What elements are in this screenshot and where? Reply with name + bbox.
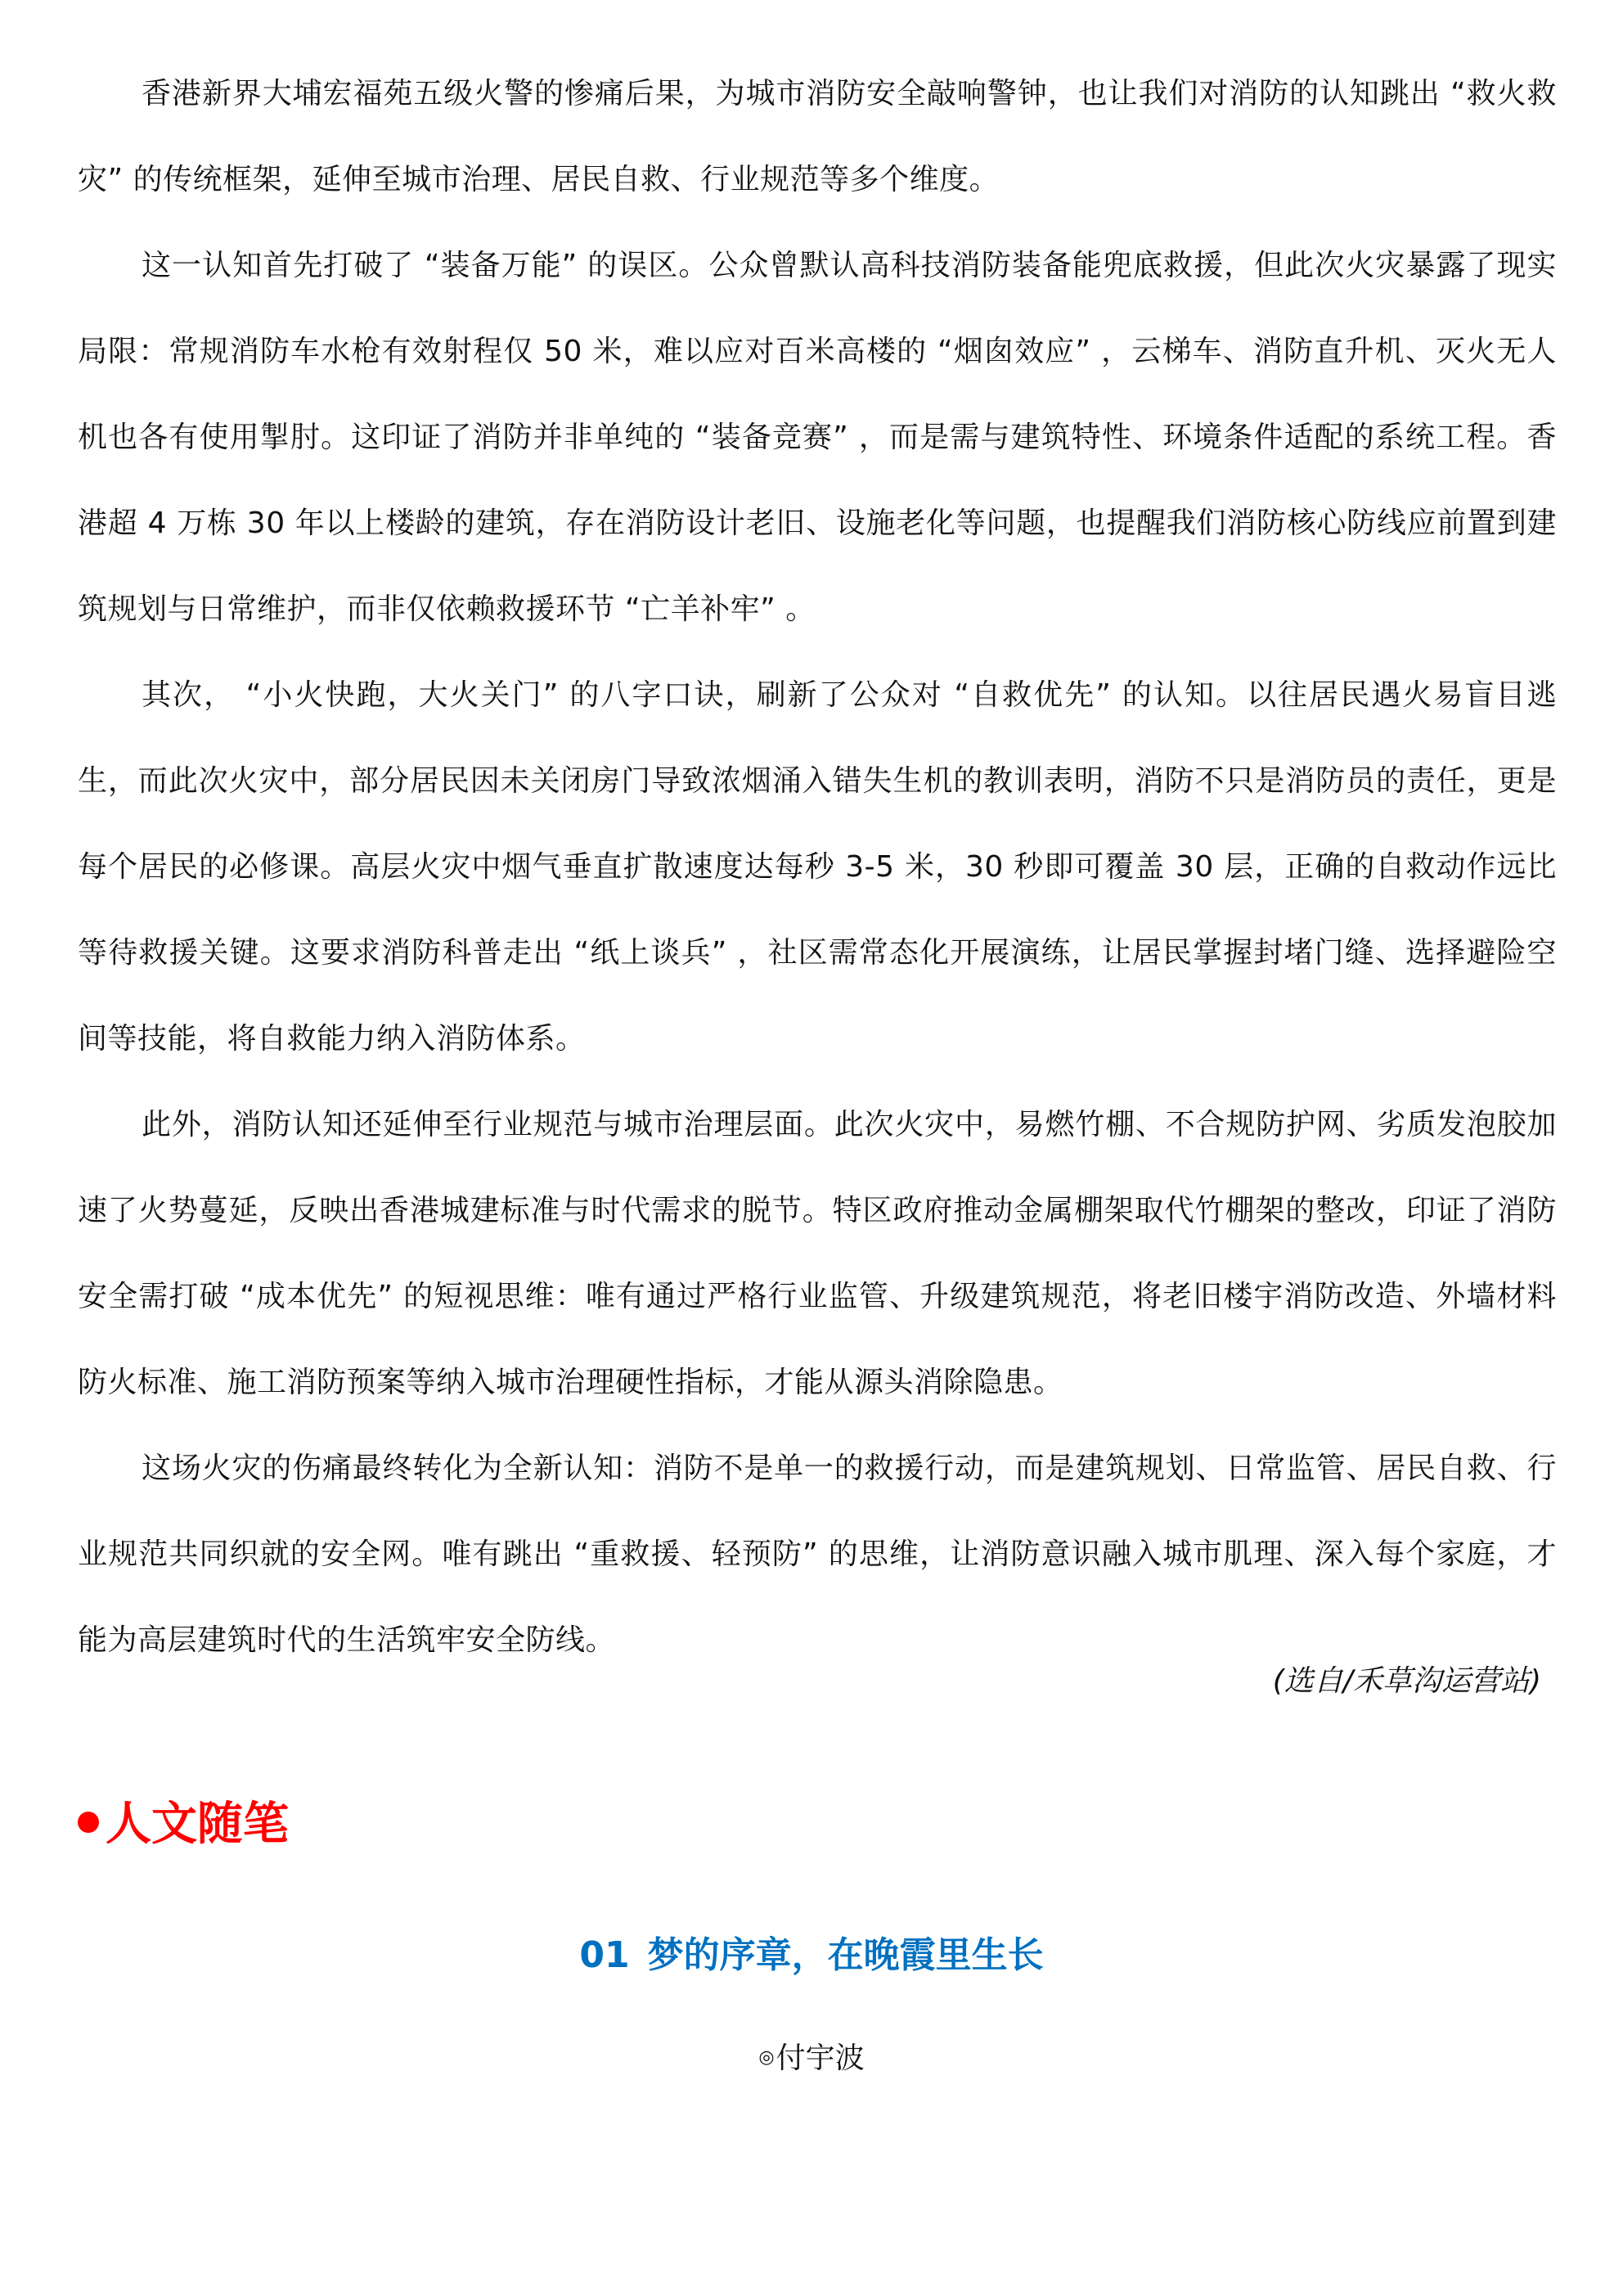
paragraph: 香港新界大埔宏福苑五级火警的惨痛后果，为城市消防安全敲响警钟，也让我们对消防的认知跳出 “救火救灾” 的传统框架，延伸至城市治理、居民自救、行业规范等多个维度。 bbox=[78, 77, 1557, 196]
section-heading-text: 人文随笔 bbox=[106, 1798, 289, 1851]
paragraph: 此外，消防认知还延伸至行业规范与城市治理层面。此次火灾中，易燃竹棚、不合规防护网、劣质发泡胶加速了火势蔓延，反映出香港城建标准与时代需求的脱节。特区政府推动金属棚架取代竹棚架的整改，印证了消防安全需打破 “成本优先” 的短视思维：唯有通过严格行业监管、升级建筑规范，将老旧楼宇消防改造、外墙材料防火标准、施工消防预案等纳入城市治理硬性指标，才能从源头消除隐患。 bbox=[78, 1108, 1557, 1399]
paragraph: 这场火灾的伤痛最终转化为全新认知：消防不是单一的救援行动，而是建筑规划、日常监管、居民自救、行业规范共同织就的安全网。唯有跳出 “重救援、轻预防” 的思维，让消防意识融入城市肌理、深入每个家庭，才能为高层建筑时代的生活筑牢安全防线。 bbox=[78, 1452, 1557, 1657]
source-citation: (选自/禾草沟运营站) bbox=[1272, 1664, 1541, 1698]
section-heading bbox=[78, 1788, 289, 1862]
essay-title bbox=[0, 1927, 1623, 1984]
essay-title-text: 梦的序章，在晚霞里生长 bbox=[647, 1934, 1044, 1976]
author-mark-icon: ◎ bbox=[758, 2047, 775, 2068]
paragraph: 这一认知首先打破了 “装备万能” 的误区。公众曾默认高科技消防装备能兜底救援，但此次火灾暴露了现实局限：常规消防车水枪有效射程仅 50 米，难以应对百米高楼的 “烟囱效应” ，云梯车、消防直升机、灭火无人机也各有使用掣肘。这印证了消防并非单纯的 “装备竞赛” ，而是需与建筑特性、环境条件适配的系统工程。香港超 4 万栋 30 年以上楼龄的建筑，存在消防设计老旧、设施老化等问题，也提醒我们消防核心防线应前置到建筑规划与日常维护，而非仅依赖救援环节 “亡羊补牢” 。 bbox=[78, 249, 1557, 626]
essay-number: 01 bbox=[579, 1934, 630, 1976]
article-body bbox=[78, 51, 1557, 1683]
author-byline bbox=[0, 2033, 1623, 2083]
bullet-dot-icon bbox=[78, 1812, 99, 1833]
author-name: 付宇波 bbox=[776, 2042, 865, 2075]
paragraph: 其次， “小火快跑，大火关门” 的八字口诀，刷新了公众对 “自救优先” 的认知。以往居民遇火易盲目逃生，而此次火灾中，部分居民因未关闭房门导致浓烟涌入错失生机的教训表明，消防不只是消防员的责任，更是每个居民的必修课。高层火灾中烟气垂直扩散速度达每秒 3-5 米，30 秒即可覆盖 30 层，正确的自救动作远比等待救援关键。这要求消防科普走出 “纸上谈兵” ，社区需常态化开展演练，让居民掌握封堵门缝、选择避险空间等技能，将自救能力纳入消防体系。 bbox=[78, 678, 1557, 1056]
